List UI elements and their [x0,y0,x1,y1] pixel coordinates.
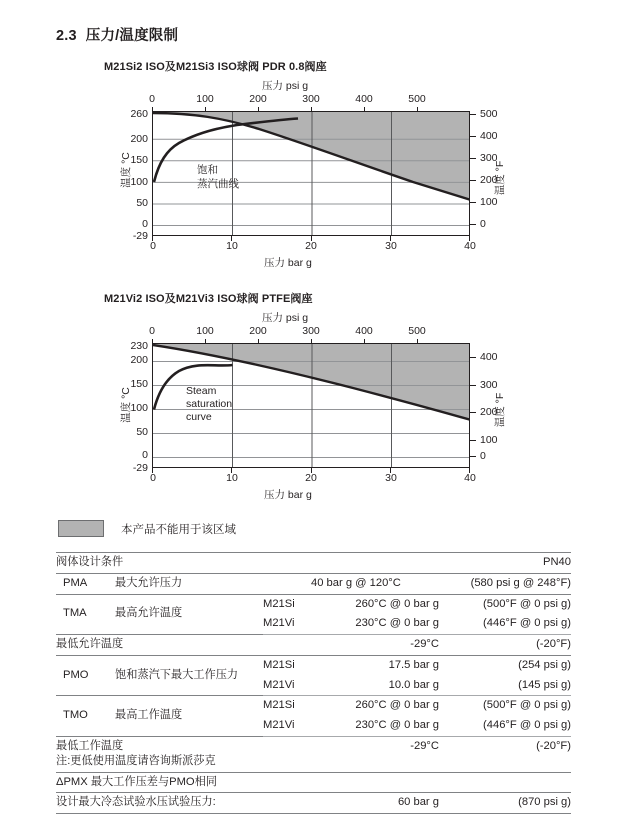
chart-si-left-tick-260: 260 [130,108,148,120]
chart-si-right-tick-0: 0 [480,218,486,230]
chart-si-right-tickmark [470,114,476,115]
table-cell-tma-desc: 最高允许温度 [115,594,263,635]
chart-vi-left-tick-150: 150 [130,378,148,390]
chart-si-right-tick-200: 200 [480,174,498,186]
table-cell-design-condition-label: 阀体设计条件 [56,553,447,574]
chart-si-curve-label [197,163,239,191]
chart-vi-right-tickmark [470,385,476,386]
table-cell-pma-model [263,573,311,594]
chart-si-bottom-tick-10: 10 [226,240,238,252]
chart-si-left-axis-title: 温度 °C [120,152,132,188]
table-cell-hydraulic-test-value: 60 bar g [311,793,447,814]
table-row [56,635,571,656]
chart-vi-curve-label-line3: curve [186,411,212,424]
table-cell-pma-value: 40 bar g @ 120°C [311,573,447,594]
page-title [56,24,178,45]
chart-vi-top-tick-100: 100 [196,325,214,337]
table-cell-hydraulic-test-label: 设计最大冷态试验水压试验压力: [56,793,311,814]
chart-si-top-axis-title: 压力 psi g [262,80,309,92]
table-cell-pma-code: PMA [56,573,115,594]
chart-si-top-tick-300: 300 [302,93,320,105]
chart-si-left-tick-m29: -29 [132,230,148,242]
chart-vi-right-tickmark [470,456,476,457]
table-cell-tma-imperial-si: (500°F @ 0 psi g) [447,594,571,614]
chart-si-left-tick-100: 100 [130,176,148,188]
table-cell-min-working-temp-imperial: (-20°F) [447,737,571,754]
table-cell-tma-imperial-vi: (446°F @ 0 psi g) [447,614,571,634]
table-row [56,696,571,716]
chart-vi-bottom-tick-20: 20 [305,472,317,484]
table-row [56,793,571,814]
chart-vi-bottom-tick-40: 40 [464,472,476,484]
table-row [56,594,571,614]
chart-si-left-tick-150: 150 [130,154,148,166]
chart-vi-right-tickmark [470,412,476,413]
chart-vi-right-tick-400: 400 [480,351,498,363]
chart-si-left-tick-0: 0 [142,218,148,230]
chart-vi-top-axis-title: 压力 psi g [262,312,309,324]
table-cell-pma-desc: 最大允许压力 [115,573,263,594]
chart-vi-top-tick-400: 400 [355,325,373,337]
section-title: 压力/温度限制 [85,28,179,44]
table-cell-tmo-imperial-vi: (446°F @ 0 psi g) [447,716,571,736]
chart-si-right-tickmark [470,180,476,181]
chart-si-top-tick-0: 0 [149,93,155,105]
chart-vi-top-tick-0: 0 [149,325,155,337]
table-cell-hydraulic-test-imperial: (870 psi g) [447,793,571,814]
table-cell-pmo-model-vi: M21Vi [263,676,311,696]
table-row [56,553,571,574]
table-cell-tma-model-vi: M21Vi [263,614,311,634]
chart-si-bottom-tick-30: 30 [385,240,397,252]
chart-vi-curve-label-line1: Steam [186,385,217,397]
table-cell-pmo-model-si: M21Si [263,655,311,675]
table-cell-pma-imperial: (580 psi g @ 248°F) [447,573,571,594]
chart-vi-title: M21Vi2 ISO及M21Vi3 ISO球阀 PTFE阀座 [104,293,313,305]
section-number: 2.3 [56,28,77,44]
chart-vi-bottom-tick-30: 30 [385,472,397,484]
table-cell-pmo-imperial-vi: (145 psi g) [447,676,571,696]
chart-si-right-tickmark [470,224,476,225]
chart-si-top-tick-400: 400 [355,93,373,105]
chart-vi-bottom-axis-title: 压力 bar g [264,489,312,501]
chart-vi-top-tick-200: 200 [249,325,267,337]
table-row [56,573,571,594]
chart-si-title: M21Si2 ISO及M21Si3 ISO球阀 PDR 0.8阀座 [104,61,327,73]
table-cell-pmo-value-vi: 10.0 bar g [311,676,447,696]
table-cell-min-allowable-temp-label: 最低允许温度 [56,635,311,656]
table-cell-pmo-desc: 饱和蒸汽下最大工作压力 [115,655,263,696]
chart-vi-bottom-tick-10: 10 [226,472,238,484]
chart-si-top-tick-500: 500 [408,93,426,105]
table-cell-pmo-code: PMO [56,655,115,696]
chart-vi-left-tick-230: 230 [130,340,148,352]
chart-si-left-tick-200: 200 [130,133,148,145]
chart-si-right-tick-500: 500 [480,108,498,120]
table-cell-tmo-model-vi: M21Vi [263,716,311,736]
table-cell-tma-value-si: 260°C @ 0 bar g [311,594,447,614]
legend-swatch-unusable-area [58,520,104,537]
chart-vi-left-tick-200: 200 [130,354,148,366]
table-cell-design-condition-value: PN40 [447,553,571,574]
chart-vi-left-tick-50: 50 [136,426,148,438]
chart-si-curve-label-line1: 饱和 [197,164,218,176]
legend-label: 本产品不能用于该区域 [121,523,236,536]
table-cell-min-allowable-temp-value: -29°C [311,635,447,656]
chart-vi-right-tick-100: 100 [480,434,498,446]
table-cell-tma-value-vi: 230°C @ 0 bar g [311,614,447,634]
chart-si-bottom-axis-title: 压力 bar g [264,257,312,269]
chart-si-left-tick-50: 50 [136,197,148,209]
table-cell-tmo-value-si: 260°C @ 0 bar g [311,696,447,716]
table-row [56,754,571,772]
table-cell-min-working-temp-value: -29°C [311,737,447,754]
chart-si-right-tick-400: 400 [480,130,498,142]
table-cell-min-allowable-temp-imperial: (-20°F) [447,635,571,656]
chart-si-top-tick-100: 100 [196,93,214,105]
chart-si-curve-label-line2: 蒸汽曲线 [197,178,239,191]
chart-si-right-axis-title: 温度 °F [494,160,506,196]
chart-si-right-tickmark [470,202,476,203]
table-row [56,772,571,793]
legend [58,520,236,537]
table-cell-pmo-imperial-si: (254 psi g) [447,655,571,675]
chart-si-right-tickmark [470,136,476,137]
chart-si-right-tickmark [470,158,476,159]
chart-vi-top-tick-300: 300 [302,325,320,337]
chart-si-right-tick-100: 100 [480,196,498,208]
chart-vi-top-tick-500: 500 [408,325,426,337]
chart-vi-left-tick-100: 100 [130,402,148,414]
chart-vi-left-axis-title: 温度 °C [120,387,132,423]
table-cell-tmo-code: TMO [56,696,115,737]
chart-si-right-tick-300: 300 [480,152,498,164]
chart-vi-right-tick-300: 300 [480,379,498,391]
chart-vi-curve-label-line2: saturation [186,398,233,411]
table-row [56,737,571,754]
chart-vi-right-tickmark [470,440,476,441]
chart-vi-right-tickmark [470,357,476,358]
table-row [56,655,571,675]
table-cell-tmo-value-vi: 230°C @ 0 bar g [311,716,447,736]
table-cell-pmo-value-si: 17.5 bar g [311,655,447,675]
chart-si-bottom-tick-20: 20 [305,240,317,252]
table-cell-delta-pmx: ΔPMX 最大工作压差与PMO相同 [56,772,571,793]
chart-vi-right-axis-title: 温度 °F [494,392,506,428]
table-cell-tmo-desc: 最高工作温度 [115,696,263,737]
chart-vi-bottom-tick-0: 0 [150,472,156,484]
chart-vi-left-tick-0: 0 [142,449,148,461]
table-cell-min-working-temp-label: 最低工作温度 [56,737,311,754]
chart-vi-right-tick-200: 200 [480,406,498,418]
chart-si-bottom-tick-0: 0 [150,240,156,252]
specification-table [56,552,571,814]
chart-si-bottom-tick-40: 40 [464,240,476,252]
table-cell-tma-code: TMA [56,594,115,635]
table-cell-tmo-model-si: M21Si [263,696,311,716]
chart-vi-left-tick-m29: -29 [132,462,148,474]
table-cell-tmo-imperial-si: (500°F @ 0 psi g) [447,696,571,716]
table-cell-min-working-temp-note: 注:更低使用温度请咨询斯派莎克 [56,754,216,767]
chart-vi-curve-label [186,385,232,424]
table-cell-tma-model-si: M21Si [263,594,311,614]
chart-si-top-tick-200: 200 [249,93,267,105]
chart-vi-right-tick-0: 0 [480,450,486,462]
